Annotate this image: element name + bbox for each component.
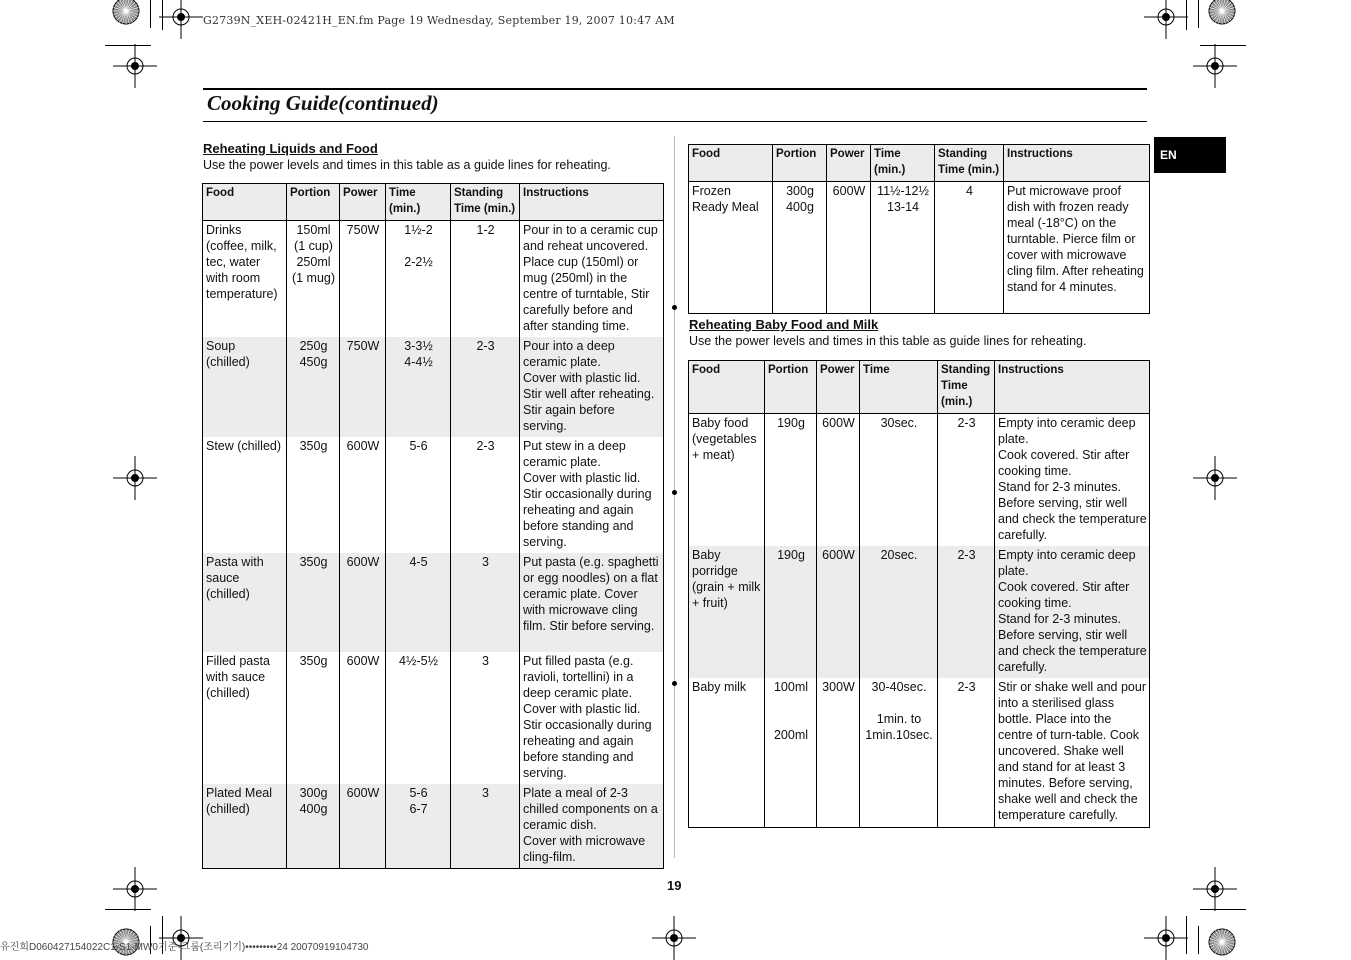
column-header-line: Instructions <box>523 187 589 199</box>
portion-text: 250ml <box>296 255 331 269</box>
food-text: tec, water <box>206 255 261 269</box>
table-header-row <box>689 145 1150 182</box>
food-cell <box>689 182 773 314</box>
print-footer: 유진희D060427154022C1-S1-MW0기준-그룹(조리기기)•••••••••24 20070919104730 <box>0 942 369 953</box>
portion-text: 200ml <box>773 728 809 742</box>
portion-text: 190g <box>777 416 805 430</box>
time-cell <box>860 414 938 547</box>
food-cell <box>203 784 287 869</box>
instruction-text: Pour in to a ceramic cup and reheat uncovered. Place cup (150ml) or mug (250ml) in the centre of turntable, Stir carefully before and after standing time. <box>523 223 658 333</box>
portion-cell <box>773 182 827 314</box>
column-header-line: Portion <box>768 364 809 376</box>
standing-cell <box>451 337 520 437</box>
column-header-line: Food <box>692 148 721 160</box>
portion-text: (1 mug) <box>291 271 336 285</box>
standing-time-column-header <box>938 361 995 414</box>
food-text: Frozen <box>692 184 731 198</box>
portion-text: 300g <box>786 184 814 198</box>
color-target-icon <box>1207 0 1237 26</box>
table-row <box>203 221 664 338</box>
food-cell <box>689 414 765 547</box>
instruction-text: Stir occasionally during reheating and again before standing and serving. <box>523 487 652 549</box>
column-header-line: Time <box>874 148 901 160</box>
instruction-text: Put microwave proof dish with frozen ready meal (-18°C) on the turntable. Pierce film or cover with microwave cling film. After reheating stand for 4 minutes. <box>1007 184 1144 294</box>
portion-cell <box>765 546 817 678</box>
table-row <box>689 414 1150 547</box>
power-text: 600W <box>346 439 380 453</box>
standing-text: 2-3 <box>476 439 495 453</box>
crosshair-icon <box>113 44 157 88</box>
food-cell <box>203 437 287 553</box>
column-header-line: Portion <box>290 187 331 199</box>
standing-cell <box>451 553 520 652</box>
instruction-text: Put filled pasta (e.g. ravioli, tortellini) in a deep ceramic plate. <box>523 654 634 700</box>
crop-mark <box>1198 0 1199 28</box>
crop-mark <box>105 45 151 46</box>
power-cell <box>340 337 386 437</box>
time-text: 11½-12½ <box>877 184 929 198</box>
portion-text <box>768 711 814 727</box>
section-heading-baby-food: Reheating Baby Food and Milk <box>689 317 879 332</box>
power-cell <box>817 546 860 678</box>
time-cell <box>386 652 451 784</box>
column-header-line: Time (min.) <box>454 203 516 215</box>
standing-text: 3 <box>482 786 489 800</box>
time-text <box>389 238 448 254</box>
food-text: + meat) <box>692 448 735 462</box>
column-header-line: Power <box>820 364 855 376</box>
section-heading-reheating-liquids: Reheating Liquids and Food <box>203 141 378 156</box>
power-cell <box>340 437 386 553</box>
power-cell <box>817 678 860 827</box>
table-row <box>689 678 1150 827</box>
reheating-liquids-table <box>202 183 664 869</box>
instruction-text: Cook covered. Stir after cooking time. <box>998 448 1130 478</box>
table-row <box>203 553 664 652</box>
crop-mark <box>1186 0 1187 30</box>
divider-dot <box>672 305 677 310</box>
instruction-text: Stir occasionally during reheating and again before standing and serving. <box>523 718 652 780</box>
table-row <box>203 652 664 784</box>
instruction-text: Put pasta (e.g. spaghetti or egg noodles) on a flat ceramic plate. Cover with microwave cling film. Stir before serving. <box>523 555 659 633</box>
power-column-header <box>817 361 860 414</box>
instruction-text: Empty into ceramic deep plate. <box>998 416 1136 446</box>
standing-text: 4 <box>966 184 973 198</box>
portion-cell <box>765 678 817 827</box>
time-cell <box>386 784 451 869</box>
instruction-text: Cover with plastic lid. <box>523 702 641 716</box>
instruction-text: Stir well after reheating. Stir again before serving. <box>523 387 655 433</box>
power-cell <box>340 553 386 652</box>
crosshair-icon <box>1193 867 1237 911</box>
crop-mark <box>1198 926 1199 954</box>
instruction-text: Cover with microwave cling-film. <box>523 834 646 864</box>
portion-text: (1 cup) <box>294 239 333 253</box>
portion-text: 250g <box>299 339 328 353</box>
portion-text: 190g <box>777 548 805 562</box>
column-header-line: Power <box>343 187 378 199</box>
power-cell <box>827 182 871 314</box>
column-header-line: Food <box>206 187 235 199</box>
standing-cell <box>938 546 995 678</box>
crosshair-icon <box>159 0 203 39</box>
file-header: G2739N_XEH-02421H_EN.fm Page 19 Wednesday, September 19, 2007 10:47 AM <box>203 14 675 27</box>
crop-mark <box>1200 45 1246 46</box>
column-header-line: Standing <box>938 148 988 160</box>
food-text: Baby <box>692 548 721 562</box>
food-text: sauce <box>206 571 240 585</box>
food-text: porridge <box>692 564 738 578</box>
instruction-text: Stir or shake well and pour into a sterilised glass bottle. Place into the centre of turn-table. Cook uncovered. Shake well and stand for at least 3 minutes. Before serving, shake well and check the temperature carefully. <box>998 680 1146 822</box>
time-text: 4½-5½ <box>399 654 438 668</box>
page-title: Cooking Guide(continued) <box>207 91 439 115</box>
power-cell <box>340 221 386 338</box>
instruction-text: Stand for 2-3 minutes. <box>998 480 1121 494</box>
food-cell <box>203 652 287 784</box>
food-cell <box>689 546 765 678</box>
time-column-header <box>871 145 935 182</box>
portion-text: 300g <box>299 786 328 800</box>
section-intro-baby-food: Use the power levels and times in this table as guide lines for reheating. <box>689 334 1087 348</box>
page-number: 19 <box>667 878 682 893</box>
food-cell <box>689 678 765 827</box>
portion-text: 450g <box>299 355 328 369</box>
time-text: 6-7 <box>409 802 428 816</box>
time-cell <box>386 553 451 652</box>
instruction-text: Cook covered. Stir after cooking time. <box>998 580 1130 610</box>
standing-text: 2-3 <box>957 416 976 430</box>
power-cell <box>817 414 860 547</box>
standing-cell <box>451 437 520 553</box>
portion-text: 150ml <box>296 223 331 237</box>
column-header-line: Time (min.) <box>938 164 1000 176</box>
column-header-line: (min.) <box>874 164 906 176</box>
crop-mark <box>105 909 151 910</box>
divider-dot <box>672 490 677 495</box>
food-text: (coffee, milk, <box>206 239 277 253</box>
time-cell <box>386 337 451 437</box>
column-header-line: Instructions <box>998 364 1064 376</box>
power-text: 600W <box>346 555 380 569</box>
instructions-cell <box>995 414 1150 547</box>
time-column-header <box>860 361 938 414</box>
crop-mark <box>162 0 163 30</box>
divider-dot <box>672 681 677 686</box>
time-text: 2-2½ <box>404 255 433 269</box>
standing-time-column-header <box>451 184 520 221</box>
portion-text: 400g <box>299 802 328 816</box>
time-cell <box>386 221 451 338</box>
instructions-cell <box>995 546 1150 678</box>
standing-time-column-header <box>935 145 1004 182</box>
section-intro-reheating-liquids: Use the power levels and times in this table as a guide lines for reheating. <box>203 158 611 172</box>
power-cell <box>340 652 386 784</box>
food-text: Pasta with <box>206 555 264 569</box>
portion-cell <box>287 553 340 652</box>
instruction-text: Empty into ceramic deep plate. <box>998 548 1136 578</box>
food-column-header <box>203 184 287 221</box>
time-text: 4-5 <box>409 555 428 569</box>
portion-cell <box>287 437 340 553</box>
food-column-header <box>689 145 773 182</box>
portion-text: 350g <box>299 439 328 453</box>
food-text: (chilled) <box>206 355 250 369</box>
time-text: 5-6 <box>409 439 428 453</box>
color-target-icon <box>1207 927 1237 957</box>
column-header-line: Time <box>863 364 890 376</box>
instruction-text: Put stew in a deep ceramic plate. <box>523 439 626 469</box>
instructions-cell <box>995 678 1150 827</box>
column-header-line: Time <box>389 187 416 199</box>
portion-column-header <box>287 184 340 221</box>
food-text: (vegetables <box>692 432 757 446</box>
portion-text: 100ml <box>773 680 809 694</box>
instructions-column-header <box>995 361 1150 414</box>
table-header-row <box>203 184 664 221</box>
food-text: Soup <box>206 339 236 353</box>
food-text: (chilled) <box>206 686 250 700</box>
time-text: 30-40sec. <box>871 680 927 694</box>
crosshair-icon <box>113 867 157 911</box>
crosshair-icon <box>1193 44 1237 88</box>
power-column-header <box>340 184 386 221</box>
food-text: (chilled) <box>206 802 250 816</box>
portion-cell <box>765 414 817 547</box>
standing-text: 2-3 <box>957 548 976 562</box>
column-header-line: Portion <box>776 148 817 160</box>
time-cell <box>386 437 451 553</box>
instruction-text: Cover with plastic lid. <box>523 471 641 485</box>
time-cell <box>871 182 935 314</box>
standing-cell <box>451 652 520 784</box>
column-header-line: Time <box>941 380 968 392</box>
crop-mark <box>1186 916 1187 954</box>
instruction-text: Plate a meal of 2-3 chilled components on a ceramic dish. <box>523 786 658 832</box>
crop-mark <box>150 0 151 28</box>
standing-text: 2-3 <box>957 680 976 694</box>
crosshair-icon <box>1144 916 1188 960</box>
instruction-text: Before serving, stir well and check the temperature carefully. <box>998 496 1147 542</box>
table-row <box>203 337 664 437</box>
table-header-row <box>689 361 1150 414</box>
time-cell <box>860 678 938 827</box>
crosshair-icon <box>113 456 157 500</box>
title-rule-bottom <box>203 121 1147 122</box>
instructions-cell <box>520 337 664 437</box>
power-text: 300W <box>822 680 855 694</box>
instruction-text: Stand for 2-3 minutes. <box>998 612 1121 626</box>
column-header-line: Standing <box>941 364 991 376</box>
power-text: 600W <box>832 184 866 198</box>
standing-cell <box>935 182 1004 314</box>
food-text: Filled pasta <box>206 654 270 668</box>
instructions-cell <box>1004 182 1150 314</box>
food-text: Baby milk <box>692 680 747 694</box>
time-text: 1min.10sec. <box>865 728 933 742</box>
food-text: Drinks <box>206 223 242 237</box>
crop-mark <box>1200 909 1246 910</box>
column-header-line: (min.) <box>941 396 973 408</box>
standing-text: 3 <box>482 555 489 569</box>
portion-cell <box>287 784 340 869</box>
food-cell <box>203 221 287 338</box>
column-header-line: Power <box>830 148 865 160</box>
language-tab: EN <box>1154 137 1226 173</box>
portion-cell <box>287 337 340 437</box>
time-text: 1min. to <box>876 712 922 726</box>
power-text: 600W <box>822 548 855 562</box>
instructions-column-header <box>520 184 664 221</box>
power-text: 600W <box>822 416 855 430</box>
time-text: 13-14 <box>887 200 919 214</box>
food-text: Stew (chilled) <box>206 439 282 453</box>
table-row <box>689 182 1150 314</box>
time-text: 4-4½ <box>404 355 433 369</box>
portion-text: 350g <box>299 555 328 569</box>
column-divider <box>674 136 675 858</box>
food-text: + fruit) <box>692 596 728 610</box>
instructions-cell <box>520 221 664 338</box>
food-text: Ready Meal <box>692 200 759 214</box>
crosshair-icon <box>1144 0 1188 39</box>
standing-text: 1-2 <box>476 223 495 237</box>
table-row <box>203 437 664 553</box>
portion-column-header <box>765 361 817 414</box>
portion-cell <box>287 652 340 784</box>
title-rule-top <box>203 88 1147 90</box>
power-column-header <box>827 145 871 182</box>
time-text: 20sec. <box>880 548 918 562</box>
instruction-text: Cover with plastic lid. <box>523 371 641 385</box>
food-text: with sauce <box>206 670 266 684</box>
standing-cell <box>938 414 995 547</box>
power-cell <box>340 784 386 869</box>
power-text: 750W <box>346 339 380 353</box>
food-text: (chilled) <box>206 587 250 601</box>
time-cell <box>860 546 938 678</box>
time-column-header <box>386 184 451 221</box>
standing-text: 3 <box>482 654 489 668</box>
instructions-cell <box>520 784 664 869</box>
portion-text <box>768 695 814 711</box>
crosshair-icon <box>1193 456 1237 500</box>
food-text: Plated Meal <box>206 786 273 800</box>
reheating-baby-food-table <box>688 360 1150 828</box>
table-row <box>689 546 1150 678</box>
food-column-header <box>689 361 765 414</box>
power-text: 600W <box>346 786 380 800</box>
food-cell <box>203 337 287 437</box>
food-text: temperature) <box>206 287 278 301</box>
column-header-line: Standing <box>454 187 504 199</box>
power-text: 750W <box>346 223 380 237</box>
standing-text: 2-3 <box>476 339 495 353</box>
instructions-cell <box>520 553 664 652</box>
standing-cell <box>451 784 520 869</box>
time-text: 3-3½ <box>404 339 433 353</box>
food-text: (grain + milk <box>692 580 761 594</box>
food-text: with room <box>206 271 261 285</box>
time-text: 1½-2 <box>404 223 433 237</box>
instructions-cell <box>520 437 664 553</box>
column-header-line: Instructions <box>1007 148 1073 160</box>
time-text: 5-6 <box>409 786 428 800</box>
standing-cell <box>938 678 995 827</box>
color-target-icon <box>111 0 141 26</box>
portion-text: 400g <box>786 200 814 214</box>
standing-cell <box>451 221 520 338</box>
time-text <box>863 695 935 711</box>
column-header-line: Food <box>692 364 721 376</box>
portion-text: 350g <box>299 654 328 668</box>
instructions-cell <box>520 652 664 784</box>
portion-cell <box>287 221 340 338</box>
table-row <box>203 784 664 869</box>
food-cell <box>203 553 287 652</box>
power-text: 600W <box>346 654 380 668</box>
food-text: Baby food <box>692 416 749 430</box>
instruction-text: Pour into a deep ceramic plate. <box>523 339 615 369</box>
time-text: 30sec. <box>880 416 918 430</box>
instruction-text: Before serving, stir well and check the temperature carefully. <box>998 628 1147 674</box>
reheating-frozen-meal-table <box>688 144 1150 314</box>
column-header-line: (min.) <box>389 203 421 215</box>
instructions-column-header <box>1004 145 1150 182</box>
crosshair-icon <box>652 916 696 960</box>
portion-column-header <box>773 145 827 182</box>
